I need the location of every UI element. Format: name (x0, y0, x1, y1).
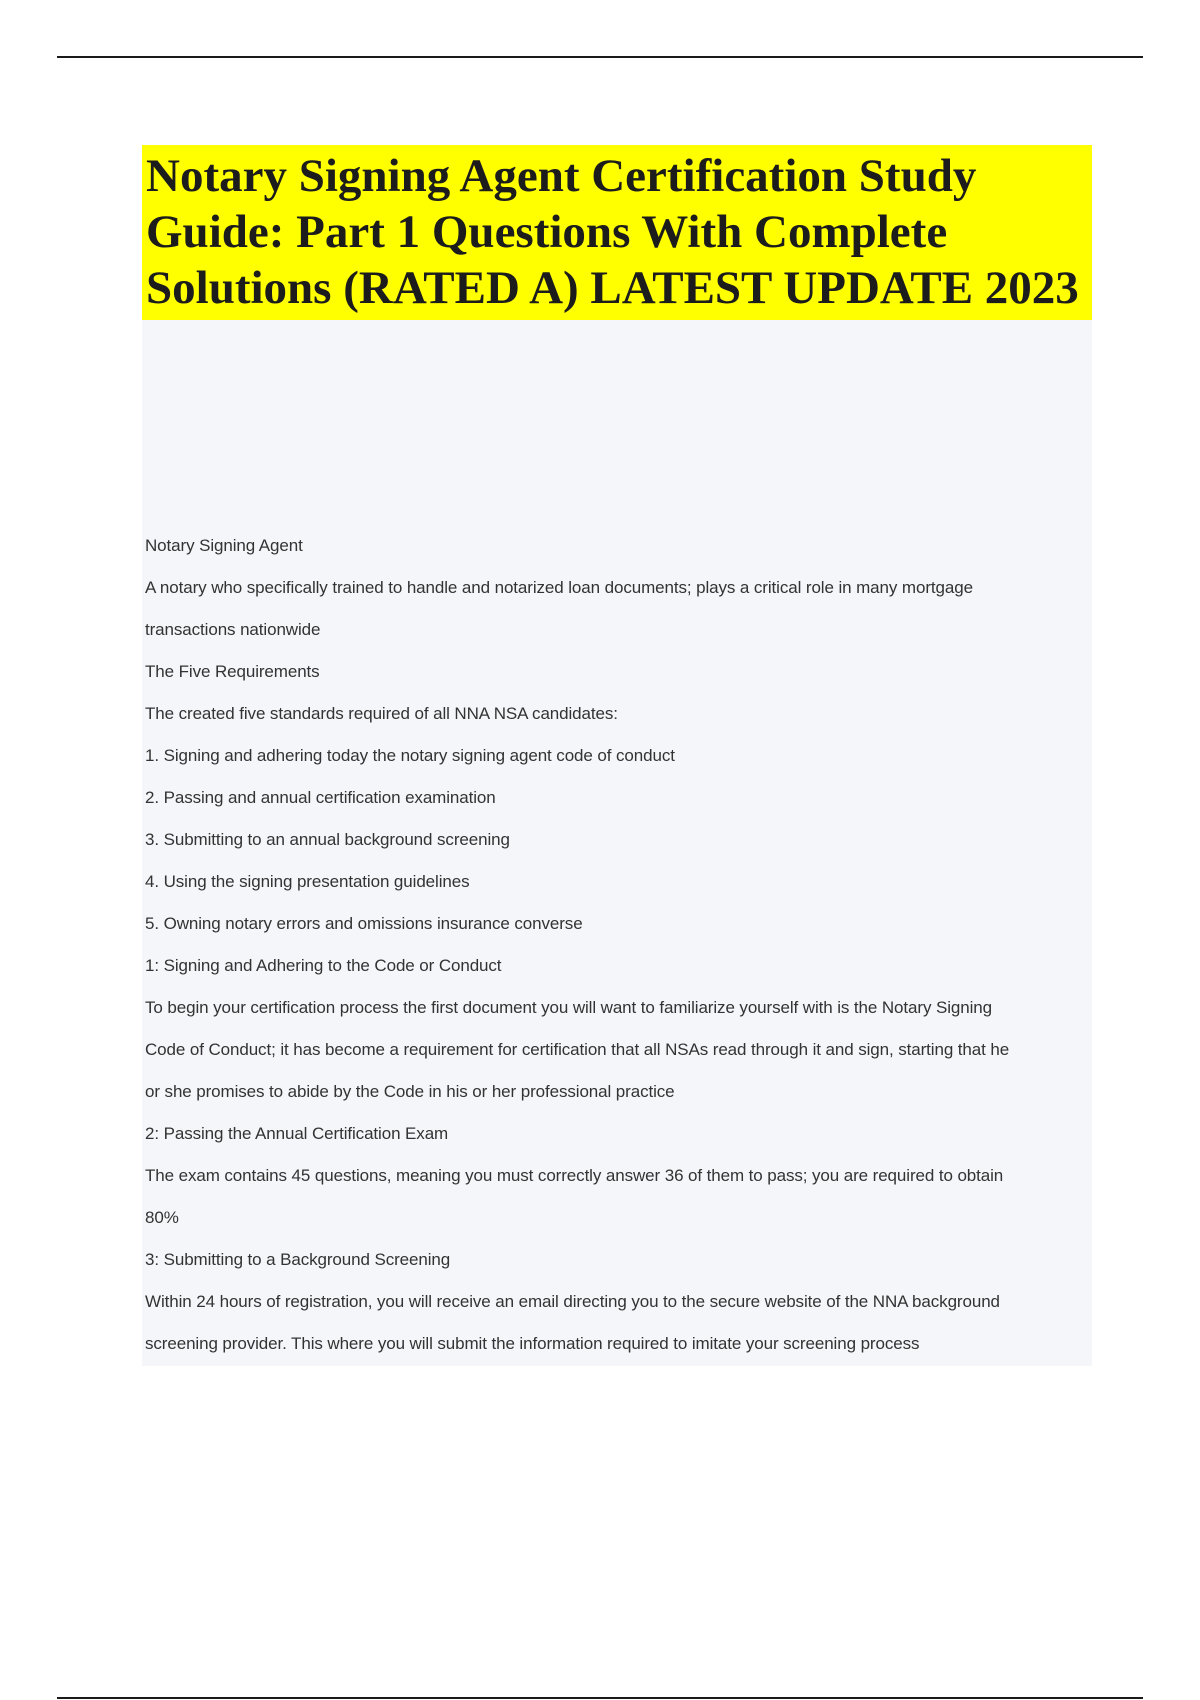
text-line: To begin your certification process the first document you will want to familiarize yourself with is the Notary Signing (145, 998, 992, 1017)
text-line: The created five standards required of all NNA NSA candidates: (145, 704, 618, 723)
text-line: 1: Signing and Adhering to the Code or Conduct (145, 956, 502, 975)
document-body (142, 320, 1092, 1366)
text-line: 80% (145, 1208, 179, 1227)
bottom-rule (57, 1697, 1143, 1699)
text-line: 2. Passing and annual certification examination (145, 788, 496, 807)
text-line: 4. Using the signing presentation guidelines (145, 872, 470, 891)
text-line: screening provider. This where you will submit the information required to imitate your screening process (145, 1334, 920, 1353)
text-line: or she promises to abide by the Code in his or her professional practice (145, 1082, 675, 1101)
text-line: 1. Signing and adhering today the notary signing agent code of conduct (145, 746, 675, 765)
text-line: Code of Conduct; it has become a requirement for certification that all NSAs read through it and sign, starting that he (145, 1040, 1010, 1059)
text-line: 2: Passing the Annual Certification Exam (145, 1124, 449, 1143)
document-content (142, 145, 1092, 1366)
text-lines (142, 525, 1092, 1365)
text-line: transactions nationwide (145, 620, 321, 639)
text-line: A notary who specifically trained to handle and notarized loan documents; plays a critical role in many mortgage (145, 578, 973, 597)
text-line: 3: Submitting to a Background Screening (145, 1250, 451, 1269)
text-line: Notary Signing Agent (145, 536, 303, 555)
text-line: 5. Owning notary errors and omissions insurance converse (145, 914, 583, 933)
text-line: Within 24 hours of registration, you will receive an email directing you to the secure website of the NNA background (145, 1292, 1000, 1311)
title-highlight (142, 145, 1092, 320)
text-line: The exam contains 45 questions, meaning you must correctly answer 36 of them to pass; you are required to obtain (145, 1166, 1004, 1185)
text-line: The Five Requirements (145, 662, 320, 681)
document-title: Notary Signing Agent Certification Study Guide: Part 1 Questions With Complete Solutions (RATED A) LATEST UPDATE 2023 (146, 150, 1079, 314)
text-line: 3. Submitting to an annual background screening (145, 830, 510, 849)
top-rule (57, 56, 1143, 58)
